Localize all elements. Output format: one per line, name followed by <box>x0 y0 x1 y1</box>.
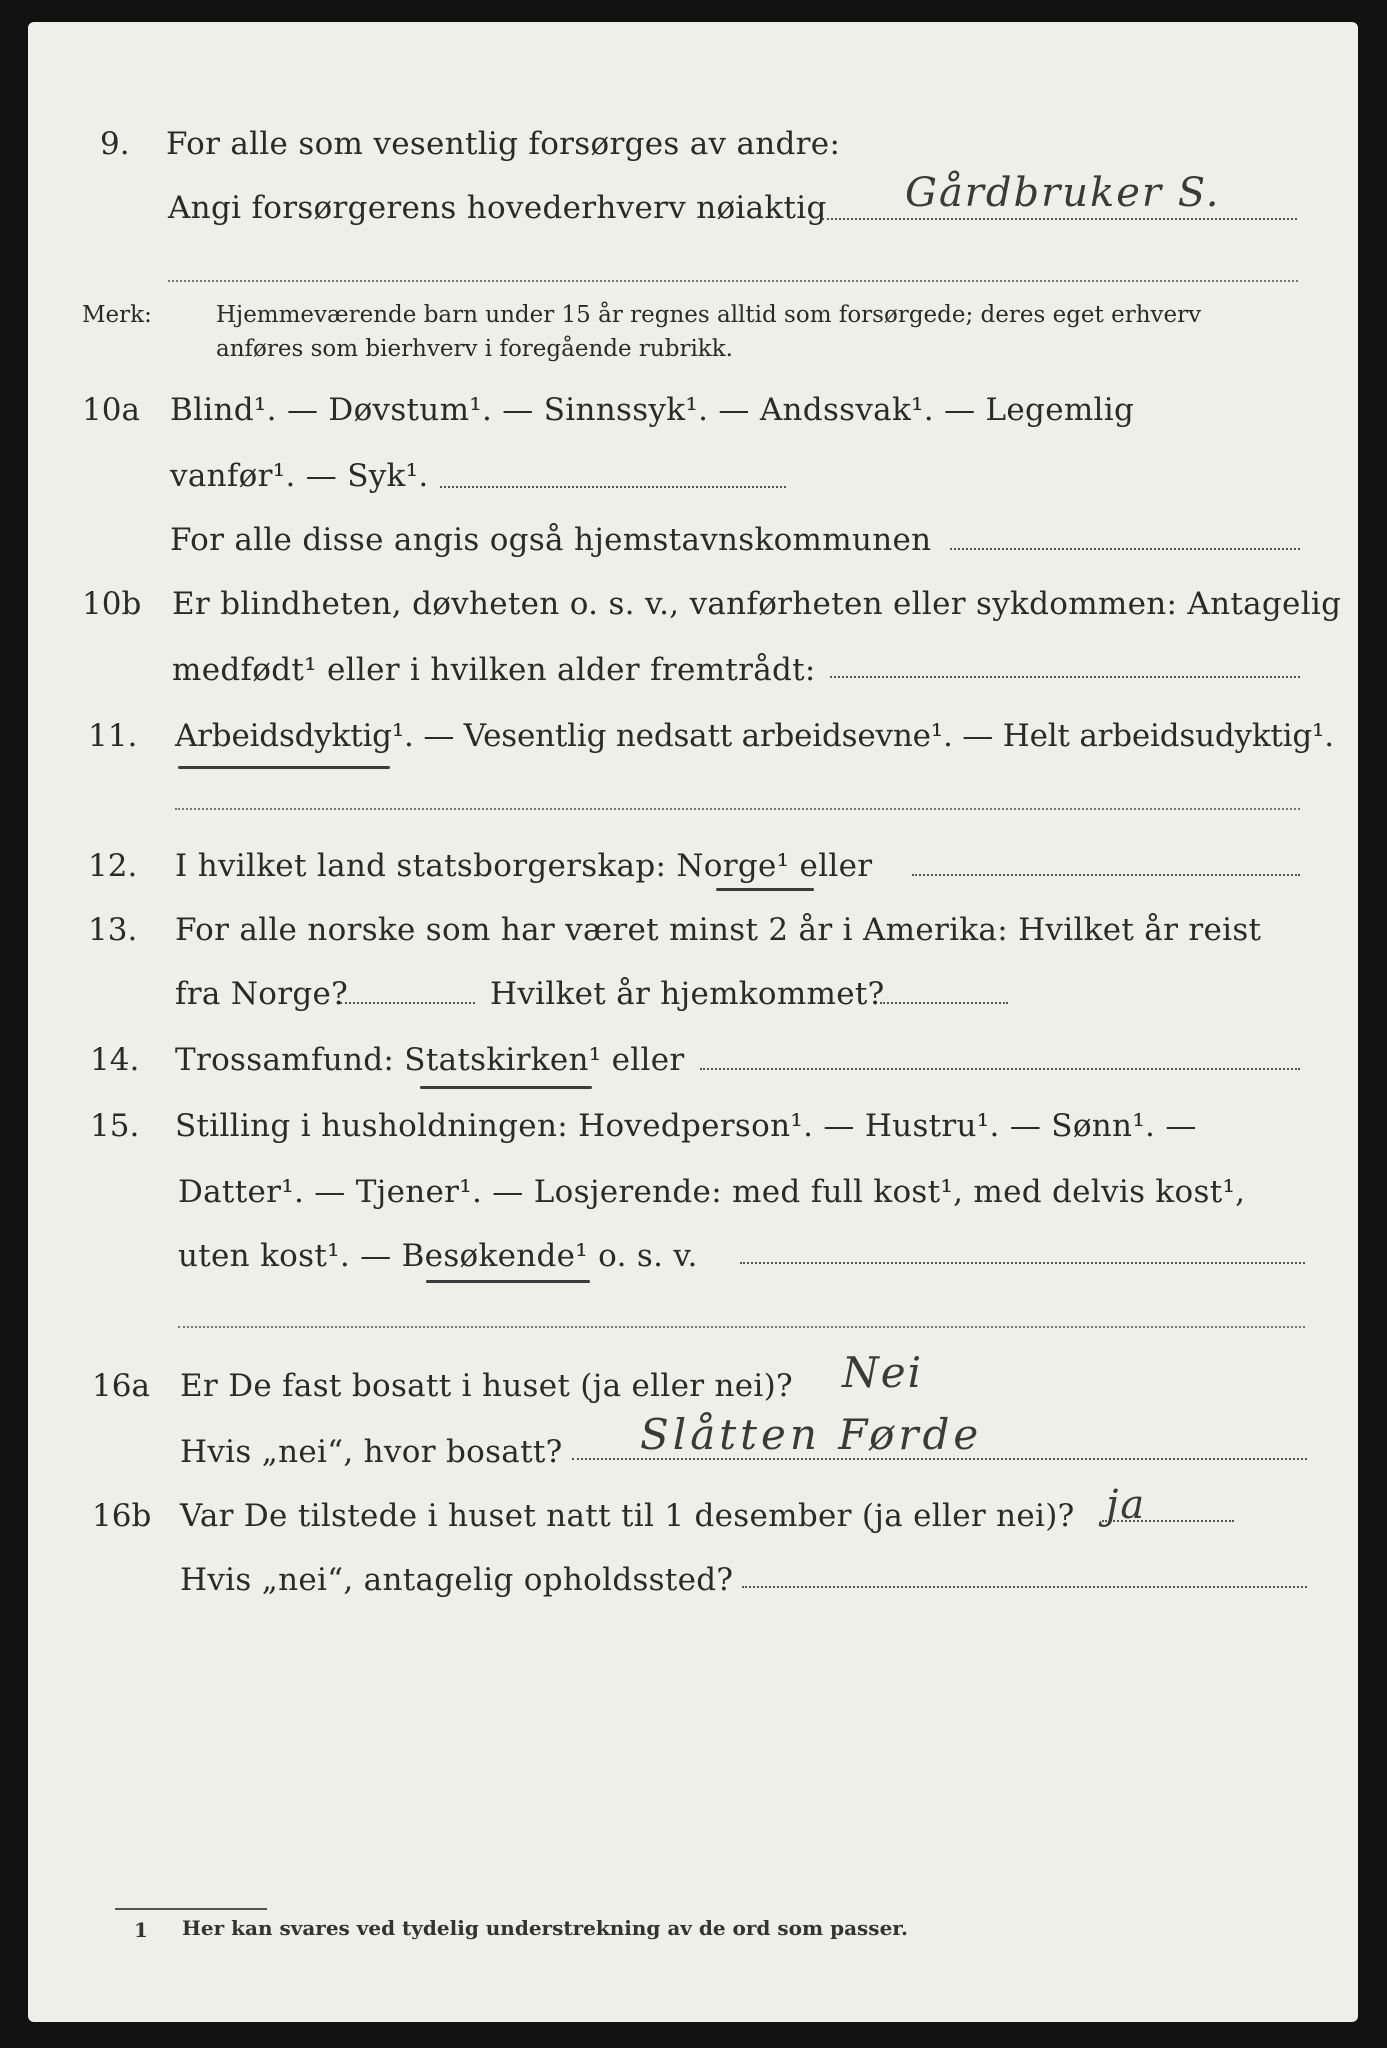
q10a-line3: For alle disse angis også hjemstavnskommunen <box>170 522 932 558</box>
q11-number: 11. <box>88 718 138 754</box>
q13-line1: For alle norske som har været minst 2 år i Amerika: Hvilket år reist <box>175 912 1262 948</box>
q15-line3: uten kost¹. — Besøkende¹ o. s. v. <box>178 1238 698 1274</box>
q12-number: 12. <box>88 848 138 884</box>
q15-extra-line <box>178 1326 1305 1328</box>
q13-line2b: Hvilket år hjemkommet? <box>490 976 885 1012</box>
q13-reist-line <box>340 1002 475 1004</box>
q10b-answer-line <box>830 676 1300 678</box>
q11-arbeidsdyktig-underline <box>178 766 390 769</box>
q16b-line1: Var De tilstede i huset natt til 1 desember (ja eller nei)? <box>180 1498 1075 1534</box>
q14-number: 14. <box>90 1042 140 1078</box>
q13-hjemkommet-line <box>880 1002 1008 1004</box>
q16a-line2: Hvis „nei“, hvor bosatt? <box>180 1434 563 1470</box>
q9-answer-line <box>822 218 1297 220</box>
q10a-number: 10a <box>82 392 140 428</box>
q9-line1: For alle som vesentlig forsørges av andre: <box>166 126 841 162</box>
q9-handwritten-answer: Gårdbruker S. <box>905 170 1221 216</box>
q15-number: 15. <box>90 1108 140 1144</box>
footnote-text: Her kan svares ved tydelig understrekning av de ord som passer. <box>182 1916 908 1940</box>
merk-label: Merk: <box>82 302 152 328</box>
q12-text: I hvilket land statsborgerskap: Norge¹ eller <box>175 848 873 884</box>
q16b-number: 16b <box>92 1498 152 1534</box>
q16b-handwritten-answer1: ja <box>1106 1482 1147 1528</box>
q9-line2: Angi forsørgerens hovederhverv nøiaktig <box>168 190 827 226</box>
q10b-number: 10b <box>82 586 142 622</box>
q15-answer-line <box>740 1262 1305 1264</box>
q14-answer-line <box>700 1068 1300 1070</box>
q16b-line2: Hvis „nei“, antagelig opholdssted? <box>180 1562 734 1598</box>
footnote-rule <box>115 1908 267 1910</box>
q14-statskirken-underline <box>420 1086 592 1089</box>
q14-text: Trossamfund: Statskirken¹ eller <box>175 1042 685 1078</box>
q12-norge-underline <box>716 888 814 891</box>
q10a-line2: vanfør¹. — Syk¹. <box>170 458 429 494</box>
q15-line2: Datter¹. — Tjener¹. — Losjerende: med full kost¹, med delvis kost¹, <box>178 1174 1246 1210</box>
q10a-kommune-line <box>950 548 1300 550</box>
q10a-line1: Blind¹. — Døvstum¹. — Sinnssyk¹. — Andssvak¹. — Legemlig <box>170 392 1135 428</box>
q11-text: Arbeidsdyktig¹. — Vesentlig nedsatt arbeidsevne¹. — Helt arbeidsudyktig¹. <box>175 718 1334 754</box>
q16a-handwritten-answer2: Slåtten Førde <box>640 1410 983 1459</box>
q9-number: 9. <box>100 126 130 162</box>
q15-besokende-underline <box>426 1280 590 1283</box>
q12-answer-line <box>912 874 1300 876</box>
q16a-handwritten-answer1: Nei <box>842 1348 924 1397</box>
merk-line2: anføres som bierhverv i foregående rubrikk. <box>216 336 733 362</box>
q16b-opholdssted-line <box>742 1586 1307 1588</box>
q9-extra-line <box>168 280 1298 282</box>
q16a-line1: Er De fast bosatt i huset (ja eller nei)? <box>180 1368 793 1404</box>
q13-line2a: fra Norge? <box>175 976 349 1012</box>
q16a-number: 16a <box>92 1368 150 1404</box>
q13-number: 13. <box>88 912 138 948</box>
q10a-syk-line <box>440 486 786 488</box>
q15-line1: Stilling i husholdningen: Hovedperson¹. — Hustru¹. — Sønn¹. — <box>175 1108 1197 1144</box>
q10b-line2: medfødt¹ eller i hvilken alder fremtrådt: <box>172 652 816 688</box>
footnote-mark: 1 <box>134 1918 148 1942</box>
q10b-line1: Er blindheten, døvheten o. s. v., vanførheten eller sykdommen: Antagelig <box>172 586 1342 622</box>
q11-extra-line <box>175 808 1300 810</box>
merk-line1: Hjemmeværende barn under 15 år regnes alltid som forsørgede; deres eget erhverv <box>216 302 1202 328</box>
